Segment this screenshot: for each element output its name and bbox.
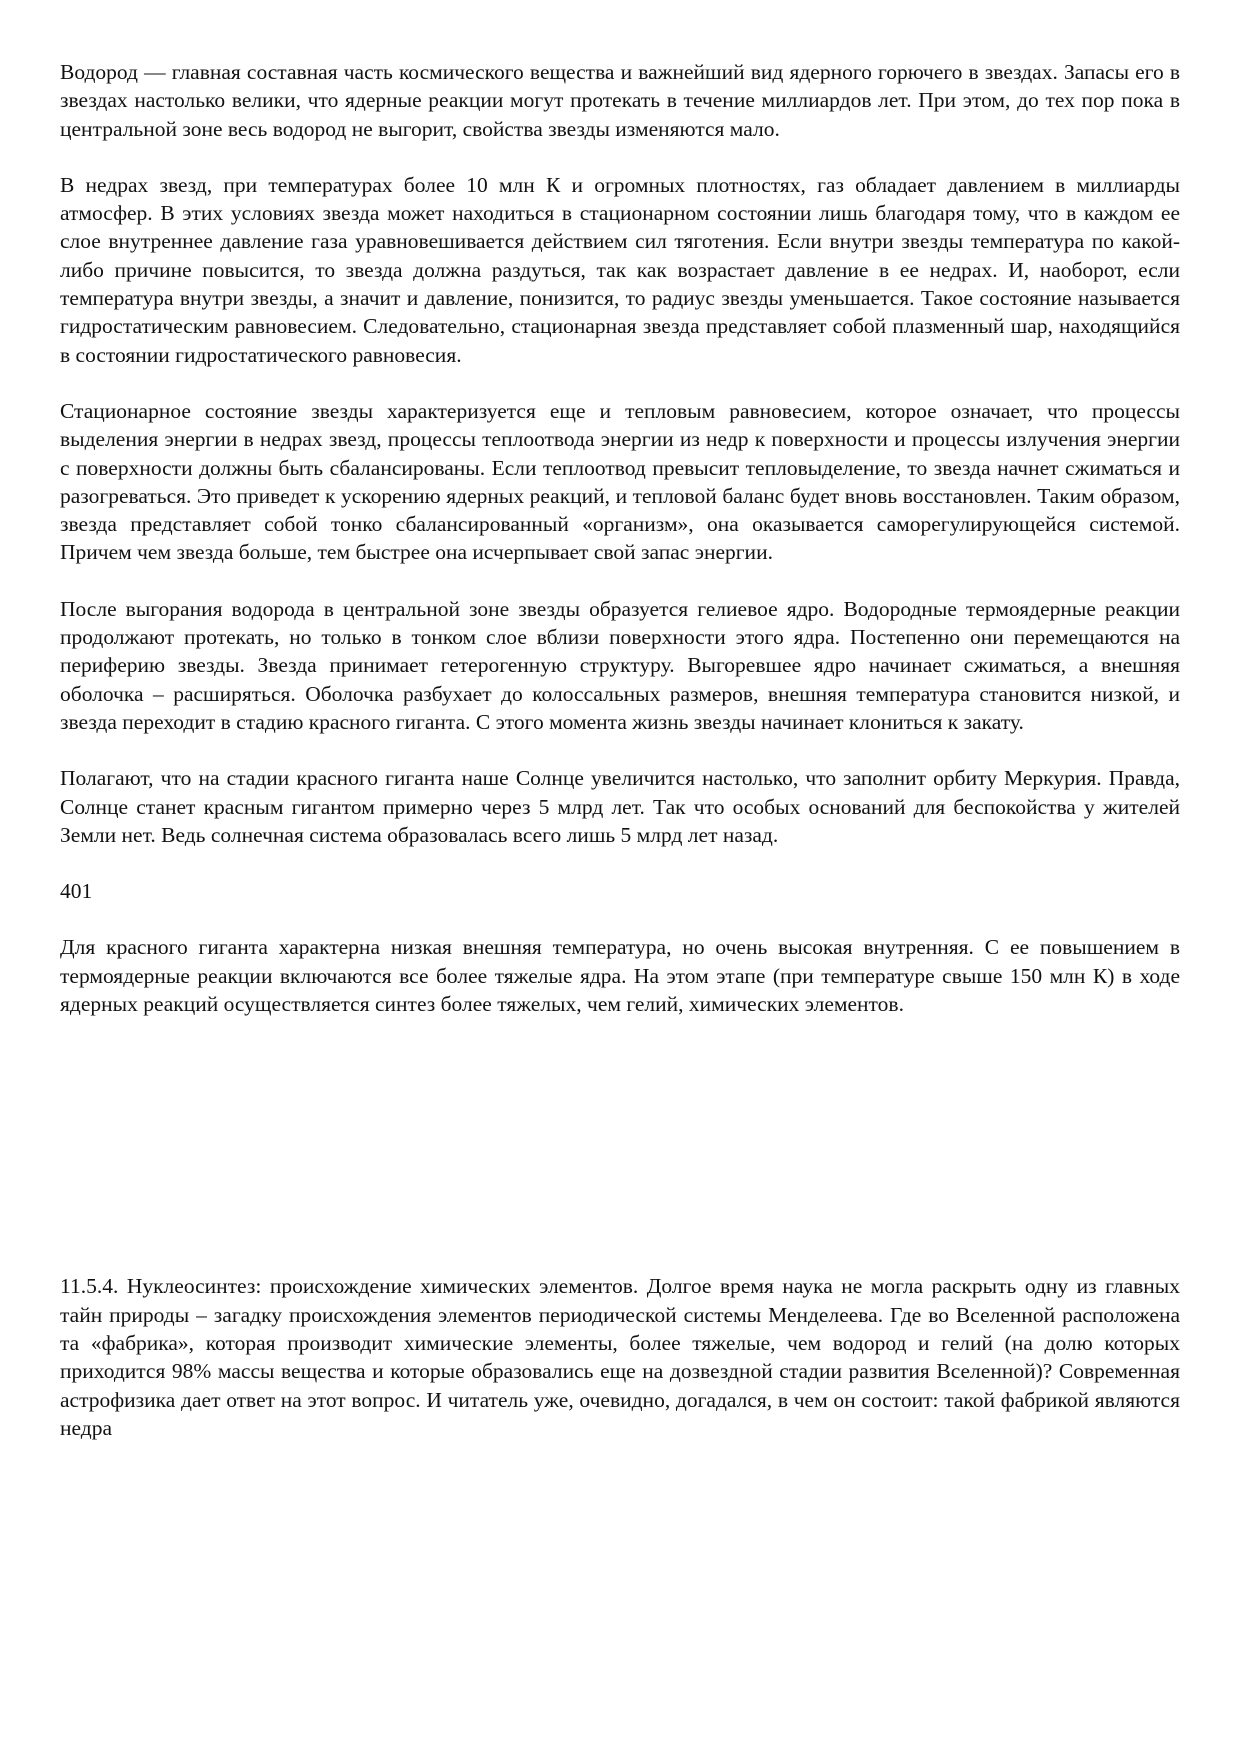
document-page	[60, 58, 1180, 1470]
paragraph-thermal-equilibrium: Стационарное состояние звезды характеризуется еще и тепловым равновесием, которое означает, что процессы выделения энергии в недрах звезд, процессы теплоотвода энергии из недр к поверхности и процессы излучения энергии с поверхности должны быть сбалансированы. Если теплоотвод превысит тепловыделение, то звезда начнет сжиматься и разогреваться. Это приведет к ускорению ядерных реакций, и тепловой баланс будет вновь восстановлен. Таким образом, звезда представляет собой тонко сбалансированный «организм», она оказывается саморегулирующейся системой. Причем чем звезда больше, тем быстрее она исчерпывает свой запас энергии.	[60, 398, 1180, 565]
paragraph-hydrogen-fuel: Водород — главная составная часть космического вещества и важнейший вид ядерного горючего в звездах. Запасы его в звездах настолько велики, что ядерные реакции могут протекать в течение миллиардов лет. При этом, до тех пор пока в центральной зоне весь водород не выгорит, свойства звезды изменяются мало.	[60, 60, 1180, 141]
page-number: 401	[60, 879, 93, 904]
blank-space	[60, 1046, 1180, 1272]
paragraph-nucleosynthesis: 11.5.4. Нуклеосинтез: происхождение химических элементов. Долгое время наука не могла раскрыть одну из главных тайн природы – загадку происхождения элементов периодической системы Менделеева. Где во Вселенной расположена та «фабрика», которая производит химические элементы, более тяжелые, чем водород и гелий (на долю которых приходится 98% массы вещества и которые образовались еще на дозвездной стадии развития Вселенной)? Современная астрофизика дает ответ на этот вопрос. И читатель уже, очевидно, догадался, в чем он состоит: такой фабрикой являются недра	[60, 1274, 1180, 1440]
paragraph-red-giant-synthesis: Для красного гиганта характерна низкая внешняя температура, но очень высокая внутренняя. С ее повышением в термоядерные реакции включаются все более тяжелые ядра. На этом этапе (при температуре свыше 150 млн К) в ходе ядерных реакций осуществляется синтез более тяжелых, чем гелий, химических элементов.	[60, 935, 1180, 1017]
paragraph-hydrostatic-equilibrium: В недрах звезд, при температурах более 10 млн К и огромных плотностях, газ обладает давлением в миллиарды атмосфер. В этих условиях звезда может находиться в стационарном состоянии лишь благодаря тому, что в каждом ее слое внутреннее давление газа уравновешивается действием сил тяготения. Если внутри звезды температура по какой-либо причине повысится, то звезда должна раздуться, так как возрастает давление в ее недрах. И, наоборот, если температура внутри звезды, а значит и давление, понизится, то радиус звезды уменьшается. Такое состояние называется гидростатическим равновесием. Следовательно, стационарная звезда представляет собой плазменный шар, находящийся в состоянии гидростатического равновесия.	[60, 172, 1180, 367]
paragraph-helium-core: После выгорания водорода в центральной зоне звезды образуется гелиевое ядро. Водородные термоядерные реакции продолжают протекать, но только в тонком слое вблизи поверхности этого ядра. Постепенно они перемещаются на периферию звезды. Звезда принимает гетерогенную структуру. Выгоревшее ядро начинает сжиматься, а внешняя оболочка – расширяться. Оболочка разбухает до колоссальных размеров, внешняя температура становится низкой, и звезда переходит в стадию красного гиганта. С этого момента жизнь звезды начинает клониться к закату.	[60, 596, 1180, 734]
paragraph-sun-red-giant: Полагают, что на стадии красного гиганта наше Солнце увеличится настолько, что заполнит орбиту Меркурия. Правда, Солнце станет красным гигантом примерно через 5 млрд лет. Так что особых оснований для беспокойства у жителей Земли нет. Ведь солнечная система образовалась всего лишь 5 млрд лет назад.	[60, 766, 1180, 847]
